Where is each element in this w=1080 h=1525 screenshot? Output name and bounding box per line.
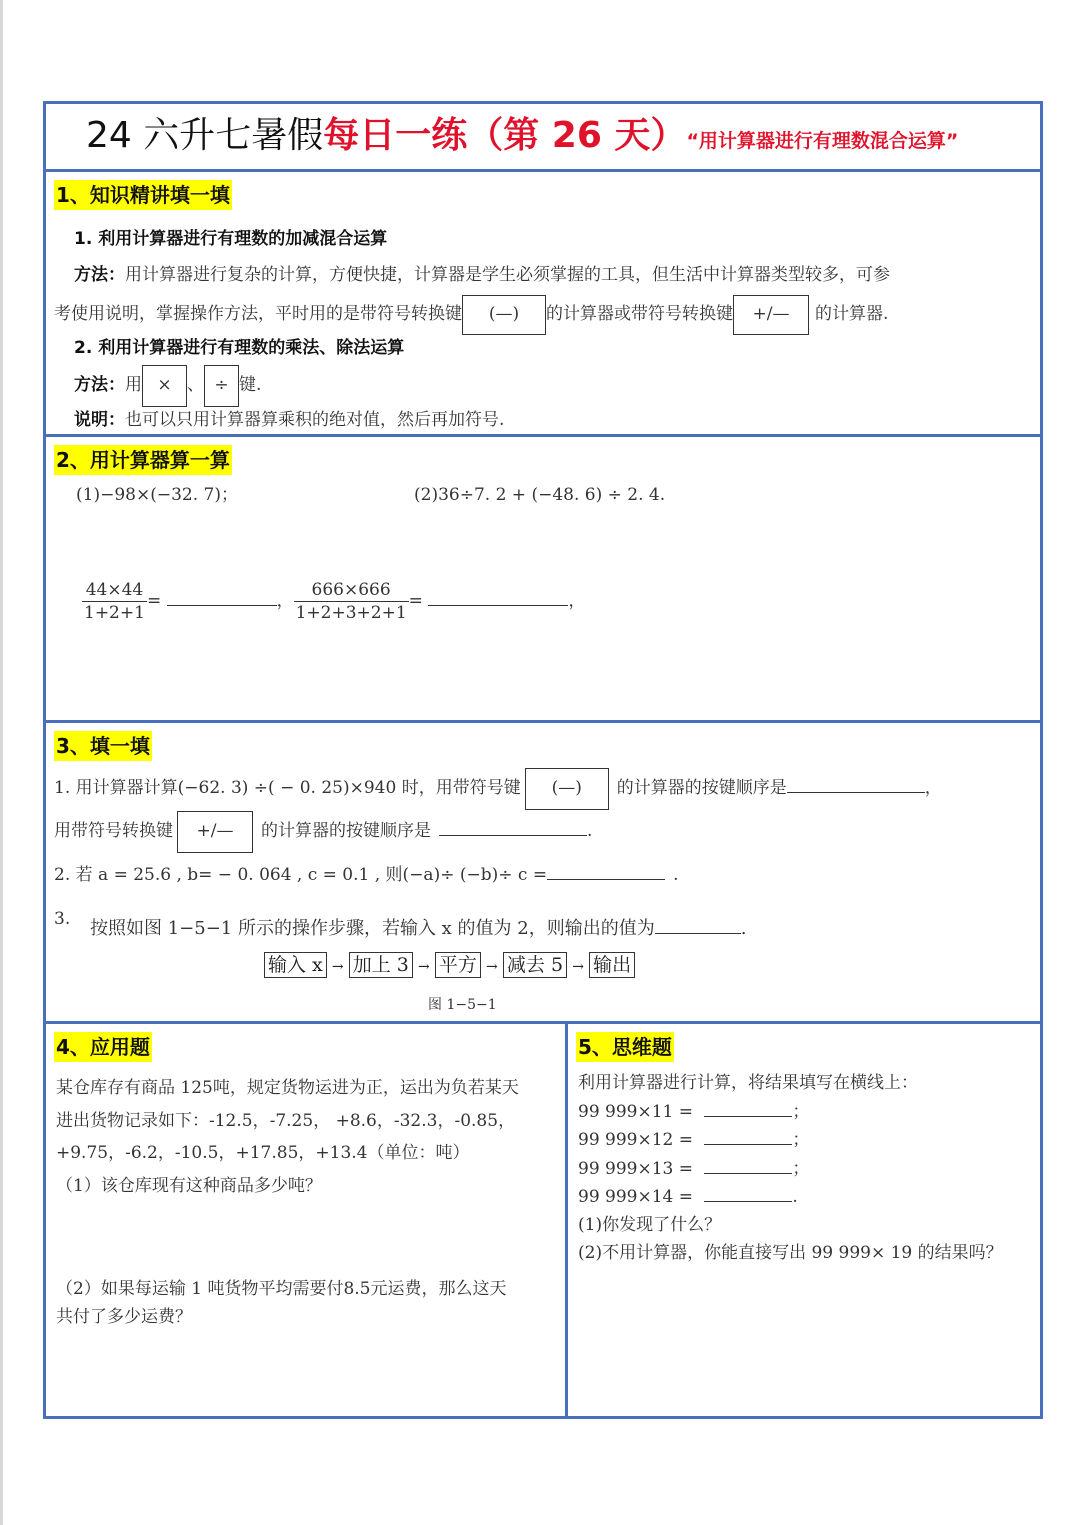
fraction-1-numerator: 44×44 — [82, 579, 147, 602]
arrow-right-icon: → — [572, 959, 584, 975]
comma-end: ， — [568, 591, 586, 611]
s3-q1-text-d: 的计算器的按键顺序是 — [261, 821, 431, 841]
key-negative: (—) — [525, 768, 609, 810]
divider — [46, 169, 1040, 172]
section-1-heading: 1、知识精讲填一填 — [54, 180, 232, 210]
s1-note-label: 说明： — [74, 410, 125, 430]
answer-blank-q1a[interactable] — [787, 792, 925, 793]
page-edge — [0, 0, 3, 1525]
s3-q3-text: 按照如图 1−5−1 所示的操作步骤，若输入 x 的值为 2，则输出的值为 — [90, 918, 655, 939]
answer-blank-q3[interactable] — [655, 933, 741, 934]
answer-blank-2[interactable] — [428, 605, 568, 606]
arrow-right-icon: → — [331, 959, 344, 975]
s1-method2-use: 用 — [125, 375, 142, 395]
s3-q1-line1 — [54, 767, 942, 810]
key-divide: ÷ — [204, 365, 239, 407]
page-title — [86, 112, 958, 165]
answer-blank-1[interactable] — [167, 605, 277, 606]
s3-q3-line — [90, 916, 746, 942]
s5-row-expression: 99 999×11 = — [578, 1102, 694, 1122]
key-multiply: × — [142, 365, 187, 407]
divider — [46, 1021, 1040, 1024]
s1-method-line1 — [74, 262, 890, 288]
s1-method-text2c: 的计算器. — [815, 304, 889, 324]
equals-sign: = — [146, 591, 162, 611]
key-negative: (—) — [462, 295, 546, 335]
flow-step-input: 输入 x — [264, 952, 327, 978]
s4-question-2b: 共付了多少运费？ — [56, 1307, 192, 1327]
section-3-heading: 3、填一填 — [54, 731, 152, 761]
flow-diagram — [264, 952, 635, 978]
s1-method-line2 — [54, 294, 888, 335]
s1-method-text2a: 考使用说明，掌握操作方法，平时用的是带符号转换键 — [54, 304, 462, 324]
key-plus-minus: +/— — [733, 295, 809, 335]
title-topic: “用计算器进行有理数混合运算” — [686, 130, 959, 152]
s1-method2-sep: 、 — [187, 375, 204, 395]
figure-caption: 图 1−5−1 — [428, 997, 497, 1013]
s5-question-2: (2)不用计算器，你能直接写出 99 999× 19 的结果吗？ — [578, 1243, 1003, 1263]
s3-q1-text-a: 1. 用计算器计算(−62. 3) ÷( − 0. 25)×940 时，用带符号键 — [54, 778, 521, 798]
s3-q1-comma: ， — [924, 778, 942, 798]
s5-intro: 利用计算器进行计算，将结果填写在横线上： — [578, 1073, 918, 1093]
s4-line-1: 某仓库存有商品 125吨，规定货物运进为正，运出为负若某天 — [56, 1078, 519, 1098]
s1-note-line — [74, 407, 504, 433]
divider — [46, 720, 1040, 723]
fraction-1-denominator: 1+2+1 — [84, 603, 145, 623]
s3-q3-period: . — [740, 918, 747, 939]
s4-line-2: 进出货物记录如下：-12.5，-7.25， +8.6，-32.3，-0.85， — [56, 1111, 516, 1131]
answer-blank-row-3[interactable] — [704, 1173, 792, 1174]
fraction-2 — [294, 579, 409, 624]
s1-method-text1: 用计算器进行复杂的计算，方便快捷，计算器是学生必须掌握的工具，但生活中计算器类型较多，可参 — [125, 265, 890, 285]
s1-method2-line — [74, 364, 261, 407]
s4-question-1: （1）该仓库现有这种商品多少吨？ — [56, 1176, 322, 1196]
s1-item1-title: 1. 利用计算器进行有理数的加减混合运算 — [74, 229, 388, 249]
s5-question-1: (1)你发现了什么？ — [578, 1215, 722, 1235]
s2-fraction-line — [82, 576, 585, 626]
answer-blank-q2[interactable] — [547, 879, 665, 880]
s3-q1-text-c: 用带符号转换键 — [54, 821, 173, 841]
s4-question-2a: （2）如果每运输 1 吨货物平均需要付8.5元运费，那么这天 — [56, 1279, 507, 1299]
column-divider — [565, 1021, 568, 1419]
s3-q2-period: . — [673, 865, 679, 885]
s3-q2-line — [54, 862, 678, 888]
s4-line-3: +9.75，-6.2，-10.5，+17.85，+13.4（单位：吨） — [56, 1143, 470, 1163]
section-5-heading: 5、思维题 — [576, 1032, 674, 1062]
flow-step-output: 输出 — [589, 952, 635, 978]
worksheet-frame — [43, 101, 1043, 1419]
title-daily: 每日一练（第 26 天） — [323, 115, 687, 156]
s5-row-expression: 99 999×12 = — [578, 1130, 694, 1150]
s2-problem-2: (2)36÷7. 2 + (−48. 6) ÷ 2. 4. — [414, 485, 666, 505]
key-plus-minus: +/— — [177, 811, 253, 853]
arrow-right-icon: → — [418, 959, 430, 975]
s5-row-end: ； — [792, 1102, 810, 1122]
s3-q2-text: 2. 若 a = 25.6 , b= − 0. 064 , c = 0.1 , 则(−a)÷ (−b)÷ c = — [54, 865, 548, 885]
s5-row — [578, 1156, 809, 1182]
s3-q1-text-b: 的计算器的按键顺序是 — [616, 778, 787, 798]
s5-row — [578, 1099, 809, 1125]
s1-note-text: 也可以只用计算器算乘积的绝对值，然后再加符号. — [125, 410, 505, 430]
s1-method-text2b: 的计算器或带符号转换键 — [546, 304, 733, 324]
s5-row-expression: 99 999×13 = — [578, 1159, 694, 1179]
answer-blank-q1b[interactable] — [439, 835, 587, 836]
title-grade: 24 六升七暑假 — [86, 115, 324, 156]
section-2-heading: 2、用计算器算一算 — [54, 445, 232, 475]
s2-problem-1: (1)−98×(−32. 7)； — [76, 485, 238, 505]
flow-step-subtract: 减去 5 — [503, 952, 567, 978]
arrow-right-icon: → — [486, 959, 498, 975]
fraction-2-denominator: 1+2+3+2+1 — [295, 603, 407, 623]
divider — [46, 434, 1040, 437]
s1-method-label: 方法： — [74, 265, 125, 285]
comma: ， — [276, 591, 294, 611]
s5-row-expression: 99 999×14 = — [578, 1187, 694, 1207]
fraction-2-numerator: 666×666 — [294, 579, 409, 602]
answer-blank-row-2[interactable] — [704, 1144, 792, 1145]
s3-q3-number: 3. — [54, 909, 71, 929]
answer-blank-row-4[interactable] — [704, 1201, 792, 1202]
s5-row — [578, 1184, 798, 1210]
s3-q1-line2 — [54, 810, 592, 853]
equals-sign: = — [408, 591, 423, 611]
s1-method2-end: 键. — [239, 375, 262, 395]
fraction-1 — [82, 579, 147, 624]
section-4-heading: 4、应用题 — [54, 1032, 152, 1062]
s1-item2-title: 2. 利用计算器进行有理数的乘法、除法运算 — [74, 338, 405, 358]
s5-row-end: ； — [792, 1130, 810, 1150]
s5-row-end: ； — [792, 1159, 810, 1179]
flow-step-square: 平方 — [435, 952, 481, 978]
flow-step-add: 加上 3 — [349, 952, 413, 978]
s3-q1-period: . — [587, 821, 593, 841]
s5-row-end: . — [792, 1187, 798, 1207]
answer-blank-row-1[interactable] — [704, 1116, 792, 1117]
s5-row — [578, 1127, 809, 1153]
s1-method2-label: 方法： — [74, 375, 125, 395]
